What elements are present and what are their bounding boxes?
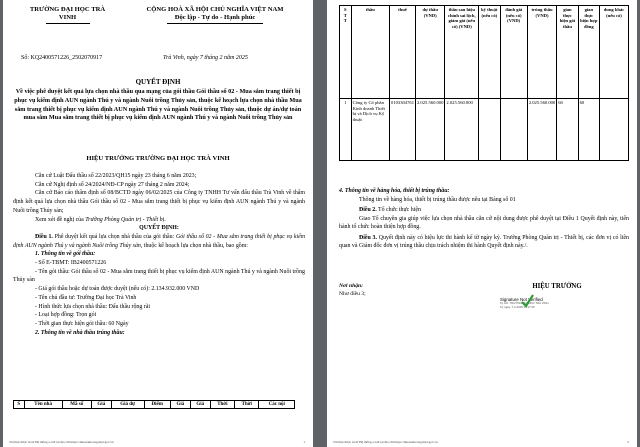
recipients-label: Nơi nhận:: [339, 283, 363, 289]
article-3-text: Quyết định này có hiệu lực thi hành kể từ ngày ký. Trưởng Phòng Quản trị - Thiết bị, các đơn vị có liên quan và Giám đốc đơn vị trúng thầu chịu trách nhiệm thi hành Quyết định này./.: [339, 234, 629, 249]
col-name: thầu: [351, 6, 389, 99]
institution-header: [15, 6, 120, 24]
info-item: - Tên gói thầu: Gói thầu số 02 - Mua sắm trang thiết bị phục vụ kiểm định AUN ngành Thú y và ngành Nuôi trồng Thủy sản: [13, 268, 305, 284]
institution-name-line2: VINH: [58, 13, 77, 21]
article-1-package: Gói thầu số 02 - Mua sắm trang thiết bị phục vụ kiểm định AUN ngành Thú y và ngành Nuôi trồng Thủy sản: [13, 233, 305, 249]
article-3: [339, 234, 629, 251]
section-4-title: 4. Thông tin về hàng hóa, thiết bị trúng thầu:: [339, 188, 450, 194]
document-page-1: [3, 0, 313, 447]
authority-title: HIỆU TRƯỞNG TRƯỜNG ĐẠI HỌC TRÀ VINH: [86, 155, 230, 162]
col-pkg-time: gian thực hiện gói thầu: [557, 6, 578, 99]
proposal-who: Trưởng Phòng Quản trị - Thiết bị: [85, 216, 165, 223]
col-tax: thuế: [390, 6, 416, 99]
legal-basis-1: Căn cứ Luật Đấu thầu số 22/2023/QH15 ngày 23 tháng 6 năm 2023;: [35, 173, 197, 179]
place-date: Trà Vinh, ngày 7 tháng 2 năm 2025: [163, 55, 248, 61]
page-number: 2: [627, 440, 629, 444]
section-1-title: 1. Thông tin về gói thầu:: [35, 251, 96, 258]
col-time1: Thời: [210, 401, 234, 409]
section-4-text: Thông tin về hàng hóa, thiết bị trúng thầu được nêu tại Bảng số 01: [359, 196, 516, 203]
cell-bid: 2.025.560.000: [415, 99, 444, 161]
article-1: [13, 233, 305, 250]
article-section: [339, 187, 629, 251]
page-number: 1: [303, 440, 305, 444]
cell-tech: [479, 99, 500, 161]
info-item: - Giá gói thầu hoặc dự toán được duyệt (nếu có): 2.134.932.000 VND: [35, 286, 200, 293]
signature-meta: Ký bởi: TRƯỜNG ĐẠI HỌC TRÀ VINH Ký ngày: 7-2-2025 09:17:36: [500, 301, 549, 309]
national-motto: Độc lập - Tự do - Hạnh phúc: [174, 13, 256, 21]
national-header: [130, 6, 300, 24]
col-award: Giá: [190, 401, 210, 409]
cell-stt: 1: [340, 99, 352, 161]
info-item: - Tên chủ đầu tư: Trường Đại học Trà Vinh: [35, 294, 137, 301]
decision-subject: Về việc phê duyệt kết quả lựa chọn nhà thầu qua mạng của gói thầu Gói thầu số 02 - Mua sắm trang thiết bị phục vụ kiểm định AUN ngành Thú y và ngành Nuôi trồng Thủy sản, thuộc kế hoạch lựa chọn nhà thầu Mua sắm trang thiết bị phục vụ kiểm định AUN ngành Thú y và ngành Nuôi trồng Thủy sản, thuộc dự án/dự toán mua sắm Mua sắm trang thiết bị phục vụ kiểm định AUN ngành Thú y và ngành Nuôi trồng Thủy sản: [14, 88, 302, 122]
col-bid: dự thầu (VND): [415, 6, 444, 99]
institution-name-line1: TRƯỜNG ĐẠI HỌC TRÀ: [29, 6, 106, 13]
cell-other: [600, 99, 629, 161]
page-footer: Tài liệu được in từ Hệ thống e-GP tại địa chỉ https://muasamcong.mpi.gov.vn: [9, 440, 114, 444]
article-2-text: Giao Tổ chuyên gia giúp việc lựa chọn nhà thầu căn cứ nội dung được phê duyệt tại Điều 1 Quyết định này, tiến hành tổ chức hoàn thiện hợp đồng.: [339, 215, 629, 230]
article-1-lead: Phê duyệt kết quả lựa chọn nhà thầu của gói thầu:: [52, 233, 176, 240]
col-stt: S: [14, 401, 25, 409]
proposal-line: [13, 216, 305, 225]
col-other: dung khác (nếu có): [600, 6, 629, 99]
legal-basis-2: Căn cứ Nghị định số 24/2024/NĐ-CP ngày 27 tháng 2 năm 2024;: [35, 181, 190, 188]
decision-title: QUYẾT ĐỊNH: [135, 78, 181, 86]
digital-signature[interactable]: [486, 297, 566, 321]
header-rule: [46, 23, 90, 24]
col-name: Tên nhà: [24, 401, 62, 409]
info-item: - Loại hợp đồng: Trọn gói: [35, 312, 97, 319]
col-tech: kỹ thuật (nếu có): [479, 6, 500, 99]
info-item: - Hình thức lựa chọn nhà thầu: Đấu thầu rộng rãi: [35, 303, 151, 310]
cell-pkg-time: 60: [557, 99, 578, 161]
document-page-2: [327, 0, 637, 447]
national-title: CỘNG HOÀ XÃ HỘI CHỦ NGHĨA VIỆT NAM: [146, 6, 284, 13]
col-eval: Giá: [170, 401, 190, 409]
col-price: Giá: [91, 401, 111, 409]
col-score: Điểm: [144, 401, 170, 409]
proposal-lead: Xem xét đề nghị của: [35, 216, 86, 223]
cell-tax: 0103304761: [390, 99, 416, 161]
check-icon: [520, 294, 534, 308]
article-2-label: Điều 2.: [359, 207, 377, 213]
decision-body: [13, 172, 305, 337]
cell-award: 2.025.560.000: [527, 99, 556, 161]
decides-heading: QUYẾT ĐỊNH:: [139, 225, 179, 232]
article-2-heading: [339, 206, 629, 215]
col-eval: đánh giá (nếu có) (VND): [500, 6, 527, 99]
col-other: Các nội: [259, 401, 295, 409]
cell-name: Công ty Cổ phần Kinh doanh Thiết bị và Dịch vụ Kỹ thuật: [351, 99, 389, 161]
winner-table: [339, 5, 629, 161]
col-adjusted: thầu sau hiệu chỉnh sai lệch, giảm giá (nếu có) (VND): [445, 6, 479, 99]
info-item: - Số E-TBMT: IB2400571226: [35, 260, 107, 267]
cell-adjusted: 2.025.560.000: [445, 99, 479, 161]
recipients-block: [339, 283, 366, 298]
document-number: Số: KQ2400571226_2502070917: [21, 55, 103, 61]
col-time2: Thời: [235, 401, 259, 409]
article-3-label: Điều 3.: [359, 234, 377, 241]
info-item: - Thời gian thực hiện gói thầu: 60 Ngày: [35, 320, 129, 327]
signer-title: HIỆU TRƯỞNG: [532, 283, 582, 290]
article-1-label: Điều 1.: [35, 233, 53, 240]
signature-status: Signature Not Verified: [500, 297, 543, 302]
section-2-title: 2. Thông tin về nhà thầu trúng thầu:: [35, 329, 125, 336]
article-1-tail: , thuộc kế hoạch lựa chọn nhà thầu, bao gồm:: [140, 242, 248, 249]
proposal-end: .: [164, 216, 166, 223]
col-stt: S T T: [340, 6, 352, 99]
cell-contract-time: 60: [578, 99, 599, 161]
motto-rule: [167, 23, 263, 24]
col-tax: Mã số: [62, 401, 91, 409]
recipients-list: Như điều 3;: [339, 290, 366, 297]
article-2-title: Tổ chức thực hiện: [376, 207, 421, 213]
col-bid: Giá dự: [111, 401, 144, 409]
col-contract-time: gian thực hiện hợp đồng: [578, 6, 599, 99]
col-award: trúng thầu (VND): [527, 6, 556, 99]
page-footer: Tài liệu được in từ Hệ thống e-GP tại địa chỉ https://muasamcong.mpi.gov.vn: [333, 440, 438, 444]
cell-eval: [500, 99, 527, 161]
table-row: [340, 99, 629, 161]
winner-table-header: [13, 400, 295, 409]
legal-basis-3: Căn cứ Báo cáo thẩm định số 08/BCTD ngày 06/02/2025 của Công ty TNHH Tư vấn đấu thầu Trà Vinh về thẩm định kết quả lựa chọn nhà thầu Gói thầu số 02 - Mua sắm trang thiết bị phục vụ kiểm định AUN ngành Thú y và ngành Nuôi trồng Thủy sản;: [13, 190, 305, 214]
